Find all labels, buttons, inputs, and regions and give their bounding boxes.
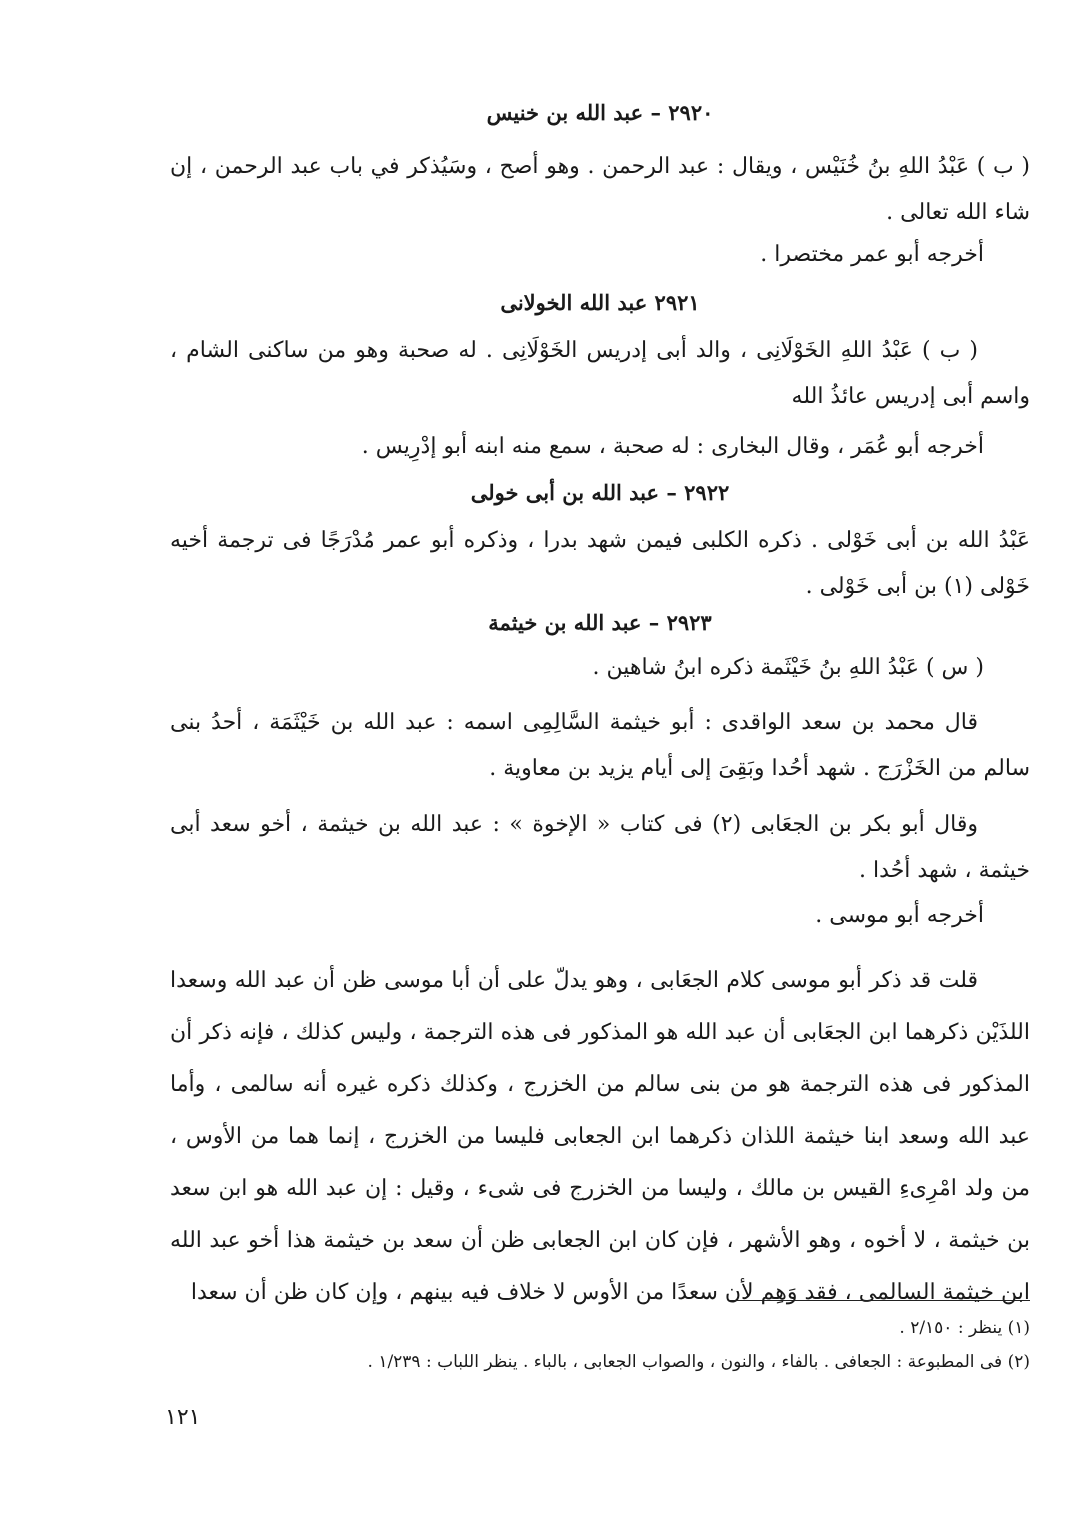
entry-heading-2921: ٢٩٢١ عبد الله الخولانى	[500, 290, 700, 315]
footnote-divider	[730, 1300, 1030, 1301]
entry-para-2923-waqidi: قال محمد بن سعد الواقدى : أبو خيثمة السَّالِمِى اسمه : عبد الله بن خَيْثَمَة ، أحدُ بنى سالم من الخَزْرَج . شهد أحُدا وبَقِىَ إلى أيام يزيد بن معاوية .	[170, 710, 1030, 781]
entry-extra-2921: أخرجه أبو عُمَر ، وقال البخارى : له صحبة ، سمع منه ابنه أبو إدْرِيس .	[361, 434, 984, 459]
footnote-1: (١) ينظر : ٢/١٥٠ .	[899, 1318, 1030, 1338]
entry-heading-2920: ٢٩٢٠ – عبد الله بن خنيس	[486, 100, 714, 125]
entry-body-2921: ( ب ) عَبْدُ اللهِ الخَوْلَانِى ، والد أبى إدريس الخَوْلَانِى . له صحبة وهو من ساكنى الشام ، واسم أبى إدريس عائذُ الله	[170, 338, 1030, 409]
entry-para-2923-jiabi: وقال أبو بكر بن الجعَابى (٢) فى كتاب « الإخوة » : عبد الله بن خيثمة ، أخو سعد أبى خيثمة ، شهد أحُدا .	[170, 812, 1030, 883]
entry-body-2920: ( ب ) عَبْدُ اللهِ بنُ خُنَيْس ، ويقال : عبد الرحمن . وهو أصح ، وسَيُذكر في باب عبد الرحمن ، إن شاء الله تعالى .	[170, 154, 1030, 225]
page-number: ١٢١	[165, 1405, 201, 1430]
entry-line-2923-source: أخرجه أبو موسى .	[815, 903, 984, 928]
footnote-2: (٢) فى المطبوعة : الجعافى . بالفاء ، والنون ، والصواب الجعابى ، بالباء . ينظر اللباب : ١/٢٣٩ .	[367, 1352, 1030, 1372]
entry-heading-2922: ٢٩٢٢ – عبد الله بن أبى خولى	[470, 480, 730, 505]
entry-heading-2923: ٢٩٢٣ – عبد الله بن خيثمة	[488, 610, 712, 635]
entry-para-2923-comment: قلت قد ذكر أبو موسى كلام الجعَابى ، وهو يدلّ على أن أبا موسى ظن أن عبد الله وسعدا اللذَيْن ذكرهما ابن الجعَابى أن عبد الله هو المذكور فى هذه الترجمة ، وليس كذلك ، فإنه ذكر أن المذكور فى هذه الترجمة هو من بنى سالم من الخزرج ، وكذلك ذكره غيره أنه سالمى ، وأما عبد الله وسعد ابنا خيثمة اللذان ذكرهما ابن الجعابى فليسا من الخزرج ، إنما هما من الأوس ، من ولد امْرِىءِ القيس بن مالك ، وليسا من الخزرج فى شىء ، وقيل : إن عبد الله هو ابن سعد بن خيثمة ، لا أخوه ، وهو الأشهر ، فإن كان ابن الجعابى ظن أن سعد بن خيثمة هذا أخو عبد الله ابن خيثمة السالمى ، فقد وَهِم لأن سعدًا من الأوس لا خلاف فيه بينهم ، وإن كان ظن أن سعدا	[170, 968, 1030, 1305]
entry-extra-2920: أخرجه أبو عمر مختصرا .	[760, 242, 984, 267]
entry-body-2922: عَبْدُ الله بن أبى خَوْلى . ذكره الكلبى فيمن شهد بدرا ، وذكره أبو عمر مُدْرَجًا فى ترجمة أخيه خَوْلى (١) بن أبى خَوْلى .	[170, 528, 1030, 599]
entry-line-2923-intro: ( س ) عَبْدُ اللهِ بنُ خَيْثَمة ذكره ابنُ شاهين .	[592, 655, 984, 680]
